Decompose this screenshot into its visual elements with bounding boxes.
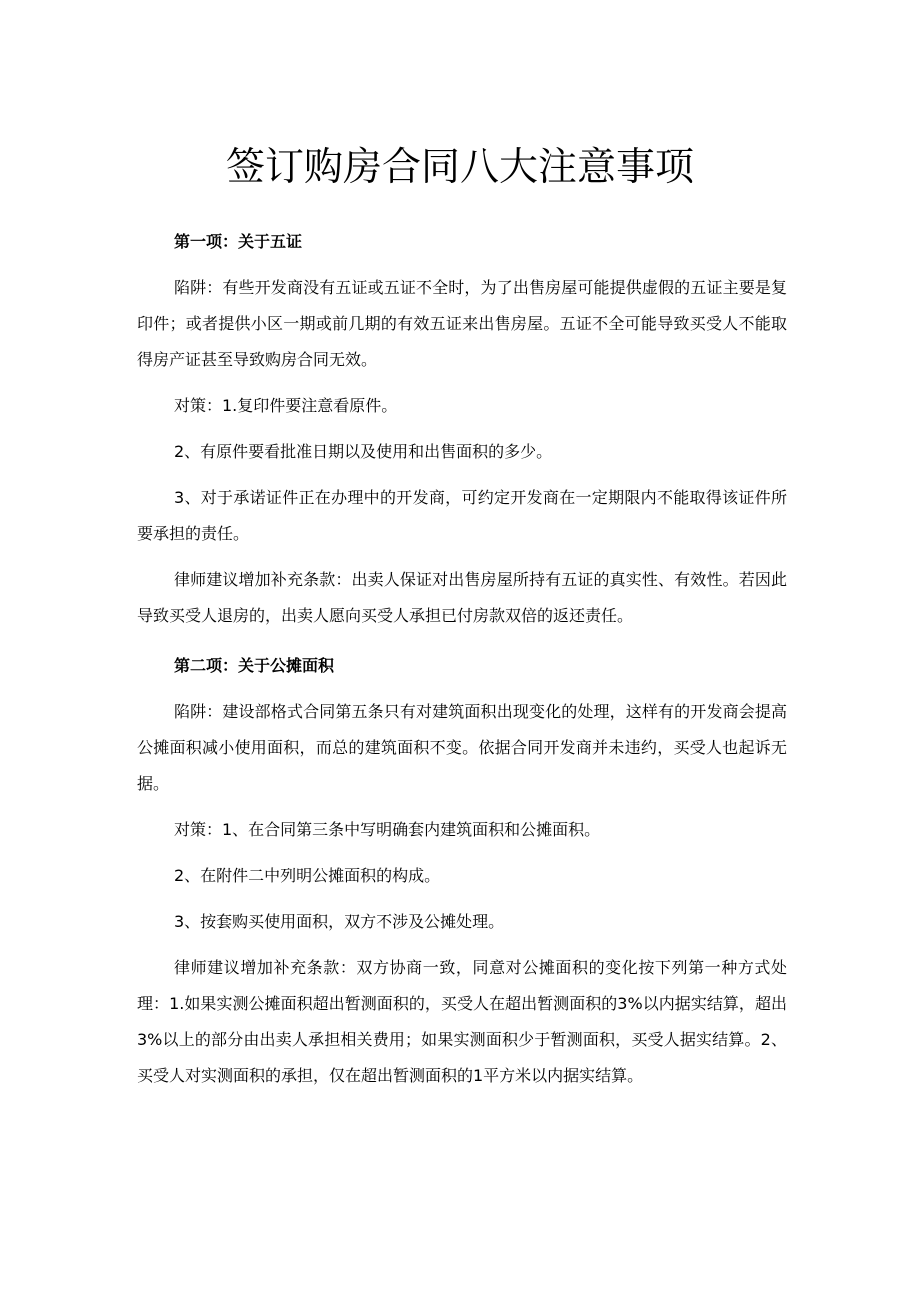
page-title: 签订购房合同八大注意事项 (225, 145, 694, 190)
paragraph-trap-1: 陷阱：有些开发商没有五证或五证不全时，为了出售房屋可能提供虚假的五证主要是复印件；或者提供小区一期或前几期的有效五证来出售房屋。五证不全可能导致买受人不能取得房产证甚至导致购房合同无效。 (137, 278, 787, 369)
paragraph-lawyer-advice-2: 律师建议增加补充条款：双方协商一致，同意对公摊面积的变化按下列第一种方式处理：1.如果实测公摊面积超出暂测面积的，买受人在超出暂测面积的3%以内据实结算，超出3%以上的部分由出卖人承担相关费用；如果实测面积少于暂测面积，买受人据实结算。2、买受人对实测面积的承担，仅在超出暂测面积的1平方米以内据实结算。 (137, 958, 787, 1085)
paragraph-countermeasure-2-1: 对策：1、在合同第三条中写明确套内建筑面积和公摊面积。 (174, 820, 601, 839)
paragraph-countermeasure-2-3: 3、按套购买使用面积，双方不涉及公摊处理。 (174, 912, 505, 931)
paragraph-countermeasure-2-2: 2、在附件二中列明公摊面积的构成。 (174, 866, 441, 885)
paragraph-countermeasure-1: 对策：1.复印件要注意看原件。 (174, 396, 398, 415)
paragraph-lawyer-advice-1: 律师建议增加补充条款：出卖人保证对出售房屋所持有五证的真实性、有效性。若因此导致买受人退房的，出卖人愿向买受人承担已付房款双倍的返还责任。 (137, 570, 787, 625)
section-heading-1: 第一项：关于五证 (174, 232, 303, 251)
paragraph-countermeasure-2: 2、有原件要看批准日期以及使用和出售面积的多少。 (174, 442, 553, 461)
document-body (137, 224, 787, 1094)
paragraph-countermeasure-3: 3、对于承诺证件正在办理中的开发商，可约定开发商在一定期限内不能取得该证件所要承担的责任。 (137, 488, 787, 543)
paragraph-trap-2: 陷阱：建设部格式合同第五条只有对建筑面积出现变化的处理，这样有的开发商会提高公摊面积减小使用面积，而总的建筑面积不变。依据合同开发商并未违约，买受人也起诉无据。 (137, 702, 787, 793)
section-heading-2: 第二项：关于公摊面积 (174, 656, 335, 675)
